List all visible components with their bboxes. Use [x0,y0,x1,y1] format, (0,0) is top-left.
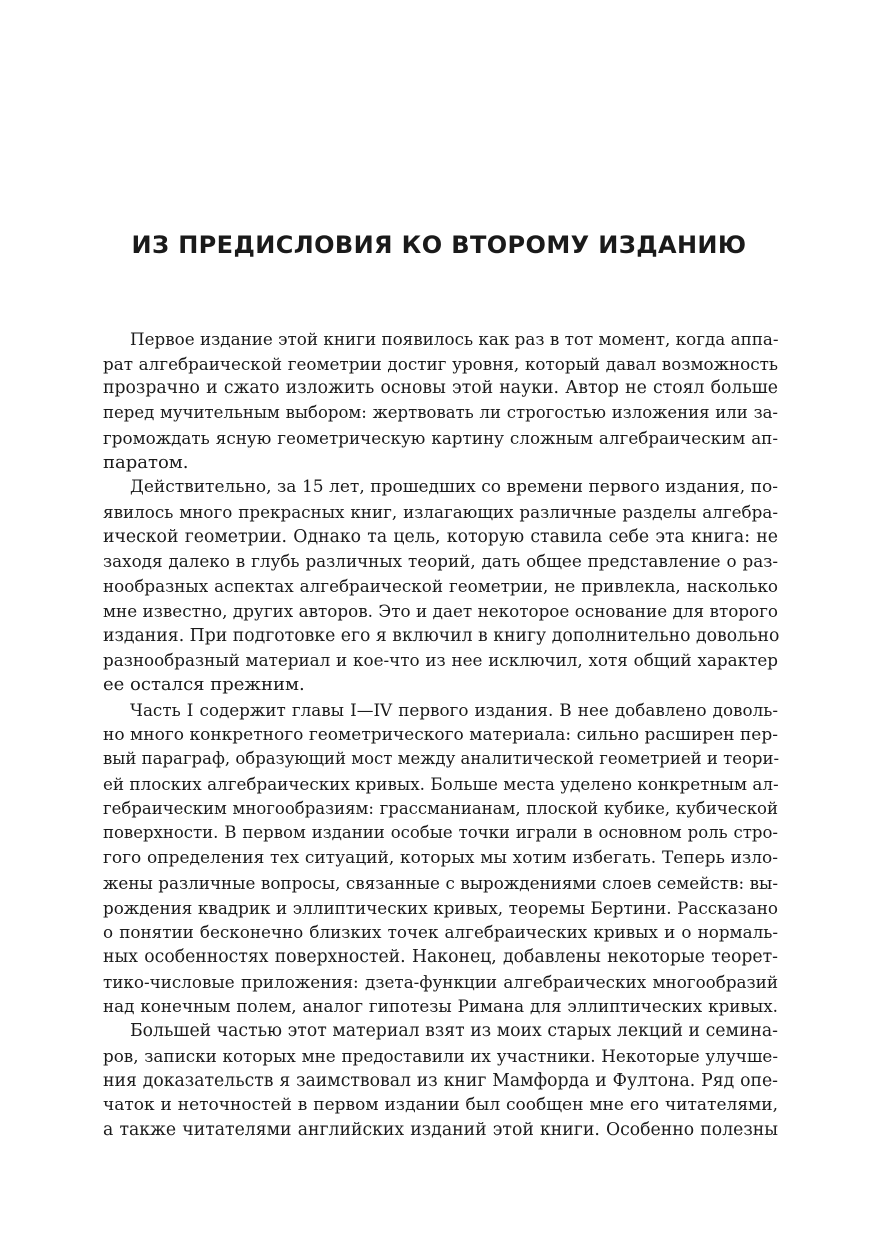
text-line: но много конкретного геометрического материала: сильно расширен пер- [103,724,778,745]
text-line: над конечным полем, аналог гипотезы Римана для эллиптических кривых. [103,996,778,1017]
text-line: гого определения тех ситуаций, которых мы хотим избегать. Теперь изло- [103,848,778,869]
text-line: жены различные вопросы, связанные с вырождениями слоев семейств: вы- [103,872,778,893]
paragraph-3 [103,698,778,1019]
text-line: заходя далеко в глубь различных теорий, дать общее представление о раз- [103,551,778,572]
body-text [103,327,778,1143]
text-line: поверхности. В первом издании особые точки играли в основном роль стро- [103,823,778,843]
paragraph-1 [103,327,778,475]
text-line: чаток и неточностей в первом издании был сообщен мне его читателями, [103,1095,778,1116]
text-line: паратом. [103,451,189,473]
text-line: рождения квадрик и эллиптических кривых, теоремы Бертини. Рассказано [103,897,778,918]
text-line: рат алгебраической геометрии достиг уровня, который давал возможность [103,353,778,374]
text-line: разнообразный материал и кое-что из нее исключил, хотя общий характер [103,650,778,671]
text-line: ической геометрии. Однако та цель, которую ставила себе эта книга: не [103,526,778,547]
text-line: прозрачно и сжато изложить основы этой науки. Автор не стоял больше [103,378,778,399]
text-line: явилось много прекрасных книг, излагающих различные разделы алгебра- [103,502,778,523]
text-line: о понятии бесконечно близких точек алгебраических кривых и о нормаль- [103,922,778,943]
text-line: Большей частью этот материал взят из моих старых лекций и семина- [130,1021,778,1042]
chapter-title: ИЗ ПРЕДИСЛОВИЯ КО ВТОРОМУ ИЗДАНИЮ [131,231,747,259]
text-line: ных особенностях поверхностей. Наконец, добавлены некоторые теорет- [103,946,778,967]
text-line: Первое издание этой книги появилось как раз в тот момент, когда аппа- [130,329,779,349]
paragraph-2 [103,475,778,697]
text-line: ее остался прежним. [103,674,305,696]
text-line: ров, записки которых мне предоставили их участники. Некоторые улучше- [103,1045,778,1066]
text-line: а также читателями английских изданий этой книги. Особенно полезны [103,1120,778,1140]
text-line: нообразных аспектах алгебраической геометрии, не привлекла, насколько [103,576,778,597]
text-line: тико-числовые приложения: дзета-функции алгебраических многообразий [103,971,778,992]
text-line: ей плоских алгебраических кривых. Больше места уделено конкретным ал- [103,773,779,794]
text-line: издания. При подготовке его я включил в книгу дополнительно довольно [103,625,780,646]
text-line: Действительно, за 15 лет, прошедших со времени первого издания, по- [130,477,778,498]
text-line: гебраическим многообразиям: грассманианам, плоской кубике, кубической [103,798,778,818]
text-line: ния доказательств я заимствовал из книг Мамфорда и Фултона. Ряд опе- [103,1070,778,1091]
text-line: Часть I содержит главы I—IV первого издания. В нее добавлено доволь- [130,699,778,720]
text-line: мне известно, других авторов. Это и дает некоторое основание для второго [103,600,778,621]
text-line: громождать ясную геометрическую картину сложным алгебраическим ап- [103,427,778,448]
paragraph-4 [103,1019,778,1143]
text-line: перед мучительным выбором: жертвовать ли строгостью изложения или за- [103,403,778,423]
text-line: вый параграф, образующий мост между аналитической геометрией и теори- [103,749,780,769]
